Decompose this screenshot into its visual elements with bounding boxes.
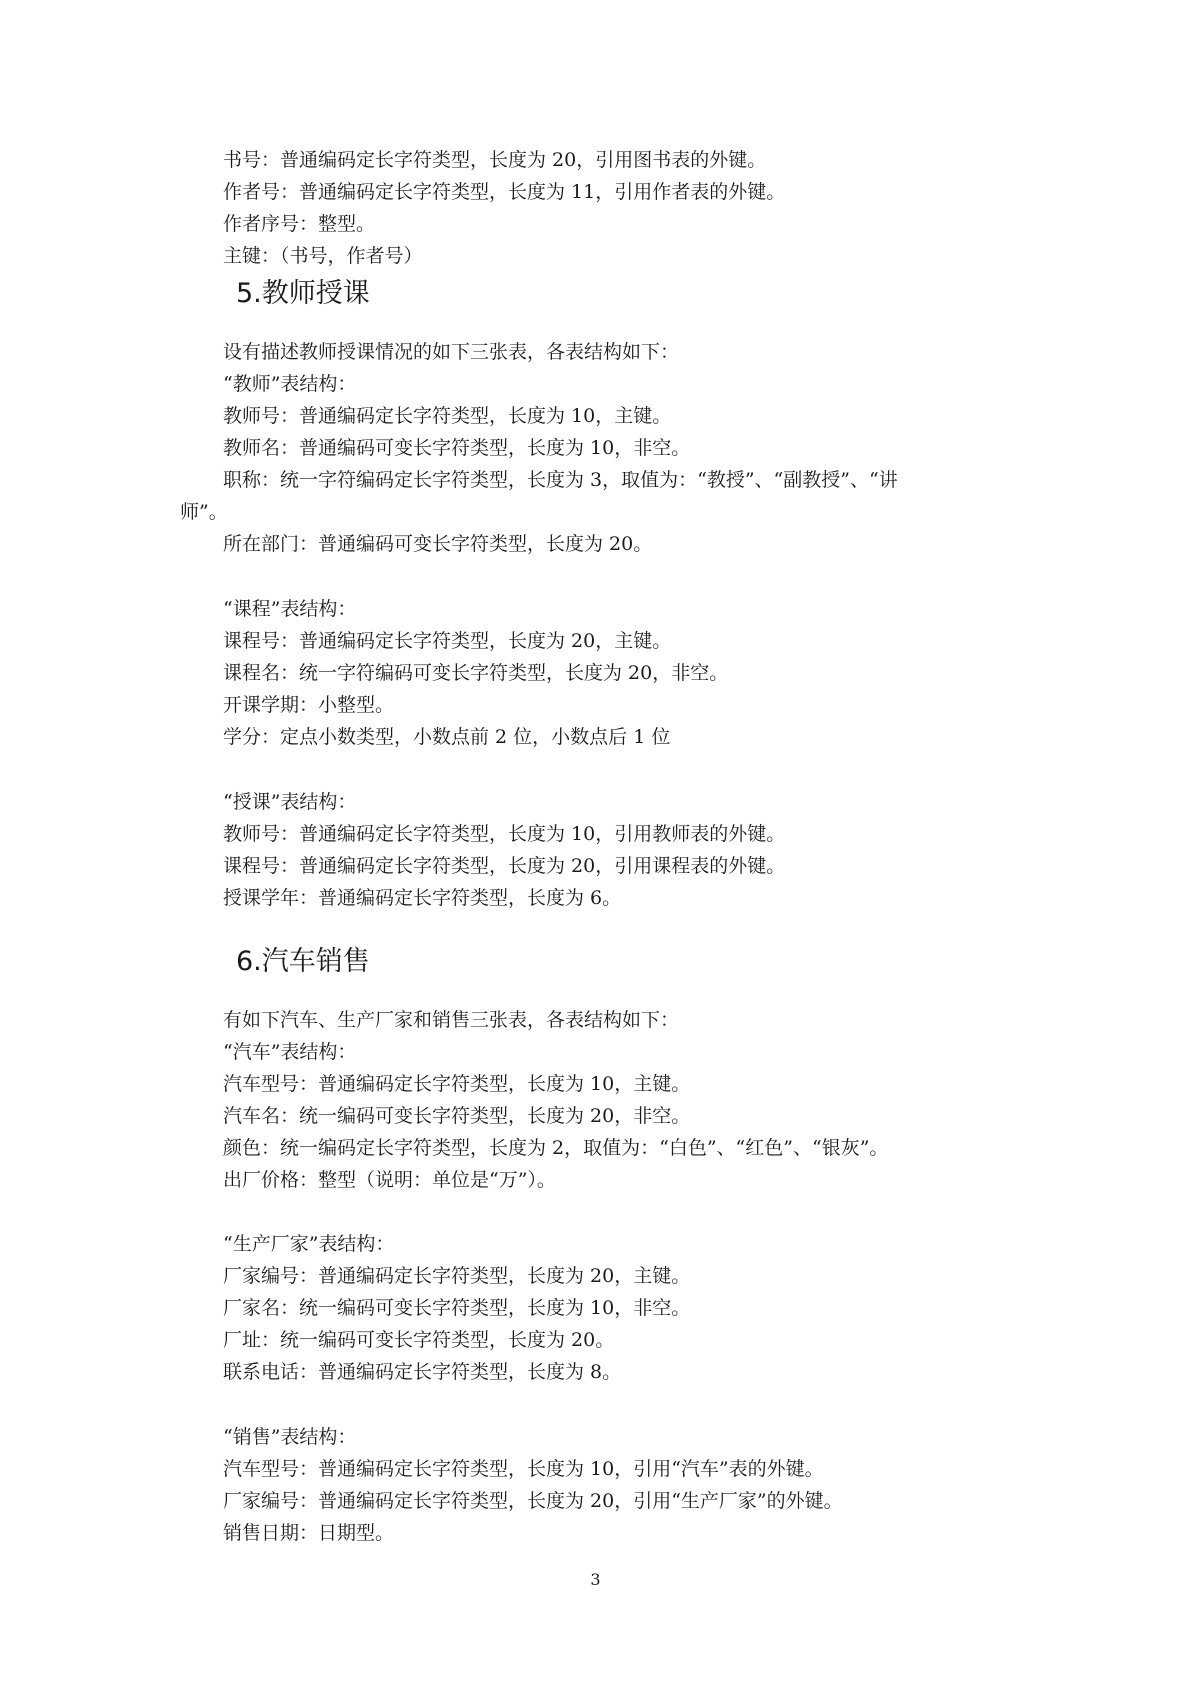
field-line: 颜色：统一编码定长字符类型，长度为 2，取值为：“白色”、“红色”、“银灰”。: [223, 1137, 889, 1159]
table-title: “生产厂家”表结构：: [223, 1233, 395, 1255]
field-line: 课程号：普通编码定长字符类型，长度为 20，引用课程表的外键。: [223, 855, 786, 877]
field-line: 厂址：统一编码可变长字符类型，长度为 20。: [223, 1329, 615, 1351]
field-line: 汽车型号：普通编码定长字符类型，长度为 10，引用“汽车”表的外键。: [223, 1458, 824, 1480]
table-title: “授课”表结构：: [223, 791, 357, 813]
table-title: “销售”表结构：: [223, 1426, 357, 1448]
field-line: 教师号：普通编码定长字符类型，长度为 10，引用教师表的外键。: [223, 823, 786, 845]
field-line: 厂家编号：普通编码定长字符类型，长度为 20，主键。: [223, 1265, 691, 1287]
field-line: 联系电话：普通编码定长字符类型，长度为 8。: [223, 1361, 622, 1383]
section-intro: 设有描述教师授课情况的如下三张表，各表结构如下：: [223, 341, 680, 363]
table-title: “课程”表结构：: [223, 598, 357, 620]
field-line: 厂家编号：普通编码定长字符类型，长度为 20，引用“生产厂家”的外键。: [223, 1490, 843, 1512]
table-title: “汽车”表结构：: [223, 1041, 357, 1063]
field-line: 职称：统一字符编码定长字符类型，长度为 3，取值为：“教授”、“副教授”、“讲: [223, 469, 898, 491]
field-line: 出厂价格：整型（说明：单位是“万”）。: [223, 1169, 556, 1191]
field-line: 作者号：普通编码定长字符类型，长度为 11，引用作者表的外键。: [223, 181, 786, 203]
field-line: 书号：普通编码定长字符类型，长度为 20，引用图书表的外键。: [223, 149, 767, 171]
field-line: 教师名：普通编码可变长字符类型，长度为 10，非空。: [223, 437, 691, 459]
field-line: 开课学期：小整型。: [223, 694, 395, 716]
section-intro: 有如下汽车、生产厂家和销售三张表，各表结构如下：: [223, 1009, 680, 1031]
field-line: 课程号：普通编码定长字符类型，长度为 20，主键。: [223, 630, 672, 652]
field-line-continuation: 师”。: [180, 501, 228, 523]
field-line: 汽车名：统一编码可变长字符类型，长度为 20，非空。: [223, 1105, 691, 1127]
field-line: 销售日期：日期型。: [223, 1522, 395, 1544]
field-line: 厂家名：统一编码可变长字符类型，长度为 10，非空。: [223, 1297, 691, 1319]
field-line: 学分：定点小数类型，小数点前 2 位，小数点后 1 位: [223, 726, 671, 748]
primary-key-line: 主键：（书号，作者号）: [223, 245, 423, 267]
section-heading: 6.汽车销售: [236, 946, 370, 977]
field-line: 汽车型号：普通编码定长字符类型，长度为 10，主键。: [223, 1073, 691, 1095]
field-line: 授课学年：普通编码定长字符类型，长度为 6。: [223, 887, 622, 909]
field-line: 所在部门：普通编码可变长字符类型，长度为 20。: [223, 533, 653, 555]
section-heading: 5.教师授课: [236, 278, 370, 309]
page-number: 3: [590, 1570, 601, 1589]
field-line: 作者序号：整型。: [223, 213, 376, 235]
field-line: 教师号：普通编码定长字符类型，长度为 10，主键。: [223, 405, 672, 427]
field-line: 课程名：统一字符编码可变长字符类型，长度为 20，非空。: [223, 662, 729, 684]
table-title: “教师”表结构：: [223, 373, 357, 395]
